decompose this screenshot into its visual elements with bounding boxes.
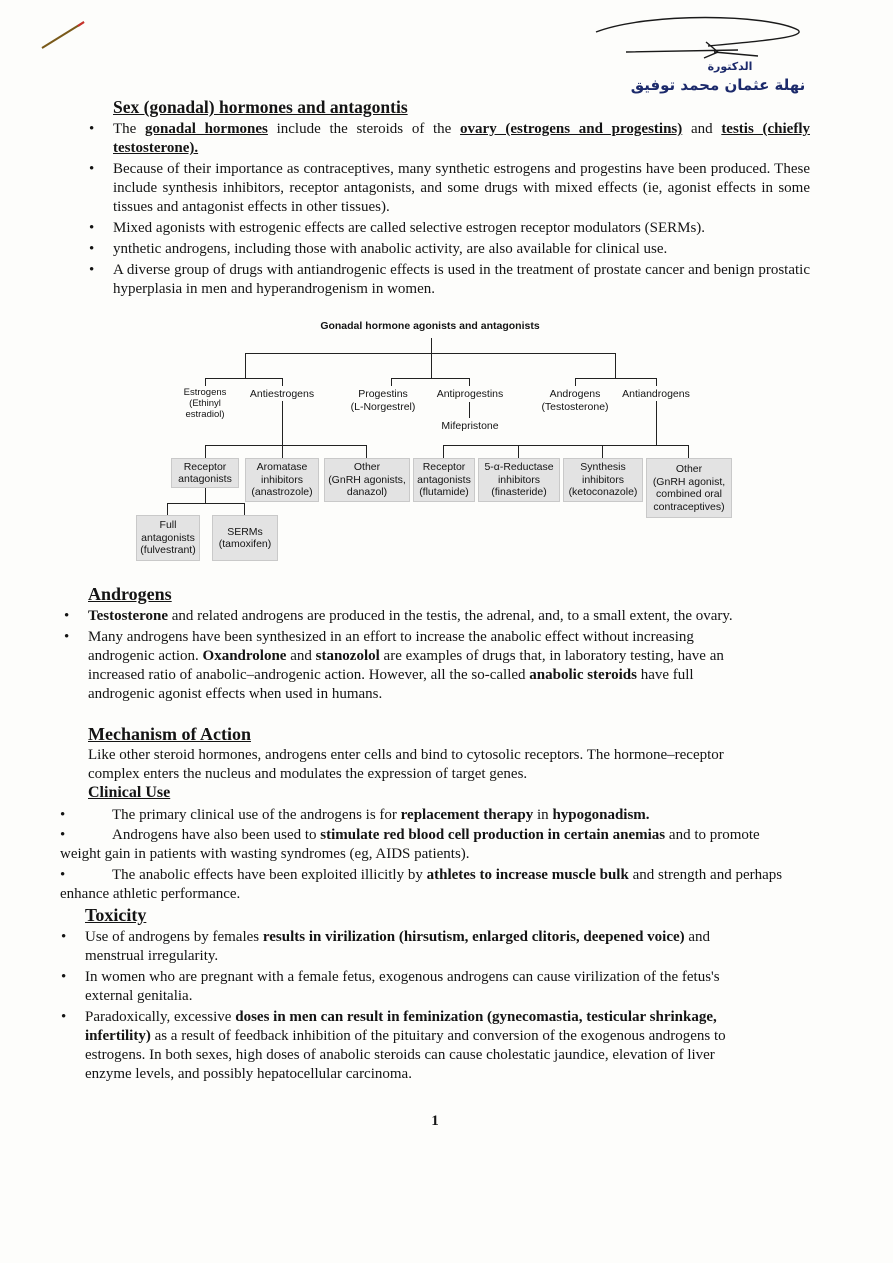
node-serms: SERMs (tamoxifen)	[212, 515, 278, 561]
toxicity-bullet-3: • Paradoxically, excessive doses in men can result in feminization (gynecomastia, testicular shrinkage, infertility) as a result of feedback inhibition of the pituitary and conversion of the exogenous androgens to estrogens. In both sexes, high doses of anabolic steroids can cause cholestatic jaundice, elevation of liver enzyme levels, and possibly hepatocellular carcinoma.	[85, 1008, 757, 1084]
node-progestins: Progestins (L-Norgestrel)	[350, 388, 416, 413]
mechanism-text: Like other steroid hormones, androgens enter cells and bind to cytosolic receptors. The hormone–receptor complex enters the nucleus and modulates the expression of target genes.	[88, 747, 724, 782]
clinical-heading: Clinical Use	[88, 784, 171, 801]
toxicity-heading: Toxicity	[85, 905, 147, 925]
page-number: 1	[431, 1113, 439, 1129]
node-antiandrogens: Antiandrogens	[622, 388, 690, 400]
intro-bullet-1: • The gonadal hormones include the steroids of the ovary (estrogens and progestins) and testis (chiefly testosterone).	[113, 120, 810, 158]
node-estrogens: Estrogens (Ethinyl estradiol)	[183, 387, 227, 420]
signature-name: نهلة عثمان محمد توفيق	[630, 76, 806, 94]
intro-bullet-2: • Because of their importance as contraceptives, many synthetic estrogens and progestins have been produced. These include synthesis inhibitors, receptor antagonists, and some drugs with mixed effects (ie, agonist effects in some tissues and antagonist effects in other tissues).	[113, 160, 810, 217]
intro-bullets	[113, 120, 810, 301]
toxicity-bullet-1: • Use of androgens by females results in virilization (hirsutism, enlarged clitoris, deepened voice) and menstrual irregularity.	[85, 928, 757, 966]
toxicity-bullet-2: • In women who are pregnant with a female fetus, exogenous androgens can cause virilization of the fetus's external genitalia.	[85, 968, 757, 1006]
pen-stroke-mark	[40, 18, 90, 52]
node-receptor-antagonists: Receptor antagonists	[171, 458, 239, 488]
clinical-item-1: • The primary clinical use of the androgens is for replacement therapy in hypogonadism.	[60, 807, 650, 823]
node-reductase-inhibitors: 5-α-Reductase inhibitors (finasteride)	[478, 458, 560, 502]
androgens-bullets	[88, 607, 760, 706]
node-antiprogestins: Antiprogestins	[436, 388, 504, 400]
intro-bullet-3: • Mixed agonists with estrogenic effects are called selective estrogen receptor modulators (SERMs).	[113, 219, 810, 238]
intro-bullet-4: • ynthetic androgens, including those with anabolic activity, are also available for clinical use.	[113, 240, 810, 259]
clinical-item-2: • Androgens have also been used to stimulate red blood cell production in certain anemias and to promote weight gain in patients with wasting syndromes (eg, AIDS patients).	[60, 827, 760, 862]
signature-title: الدكتورة	[707, 60, 753, 73]
main-heading: Sex (gonadal) hormones and antagontis	[113, 97, 408, 117]
node-other-gnrh: Other (GnRH agonists, danazol)	[324, 458, 410, 502]
node-receptor-flutamide: Receptor antagonists (flutamide)	[413, 458, 475, 502]
node-antiestrogens: Antiestrogens	[249, 388, 315, 400]
node-synthesis-inhibitors: Synthesis inhibitors (ketoconazole)	[563, 458, 643, 502]
node-full-antagonists: Full antagonists (fulvestrant)	[136, 515, 200, 561]
toxicity-bullets	[85, 928, 757, 1086]
node-androgens: Androgens (Testosterone)	[541, 388, 609, 413]
node-aromatase-inhibitors: Aromatase inhibitors (anastrozole)	[245, 458, 319, 502]
node-other-oral-contraceptives: Other (GnRH agonist, combined oral contraceptives)	[646, 458, 732, 518]
diagram-title: Gonadal hormone agonists and antagonists	[320, 320, 540, 332]
androgens-heading: Androgens	[88, 584, 172, 604]
clinical-item-3: • The anabolic effects have been exploited illicitly by athletes to increase muscle bulk and strength and perhaps enhance athletic performance.	[60, 867, 783, 902]
androgens-bullet-1: • Testosterone and related androgens are produced in the testis, the adrenal, and, to a small extent, the ovary.	[88, 607, 760, 626]
androgens-bullet-2: • Many androgens have been synthesized in an effort to increase the anabolic effect without increasing androgenic action. Oxandrolone and stanozolol are examples of drugs that, in laboratory testing, have an increased ratio of anabolic–androgenic action. However, all the so-called anabolic steroids have full androgenic agonist effects when used in humans.	[88, 628, 760, 704]
node-mifepristone: Mifepristone	[441, 420, 499, 432]
intro-bullet-5: • A diverse group of drugs with antiandrogenic effects is used in the treatment of prostate cancer and benign prostatic hyperplasia in men and hyperandrogenism in women.	[113, 261, 810, 299]
mechanism-heading: Mechanism of Action	[88, 724, 251, 744]
